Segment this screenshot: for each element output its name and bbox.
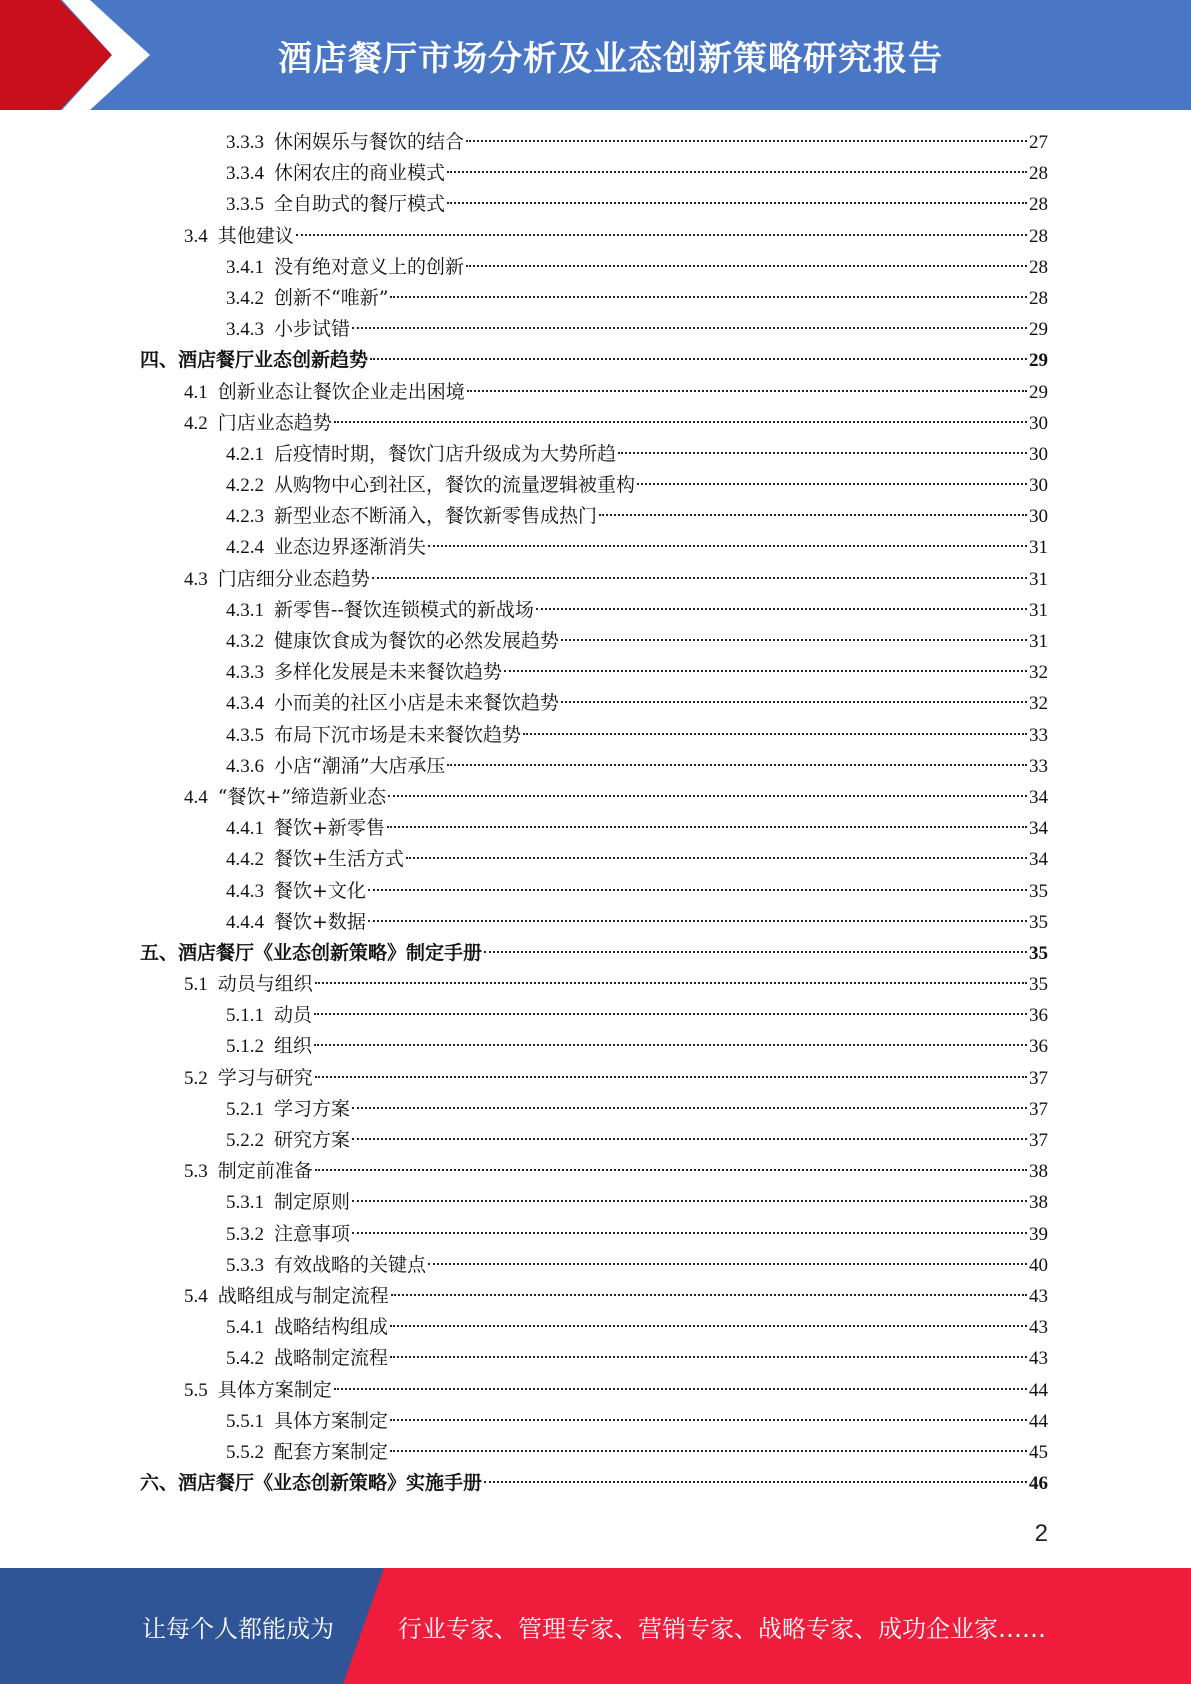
- toc-entry-title: 新型业态不断涌入，餐饮新零售成热门: [274, 505, 598, 528]
- toc-entry[interactable]: [140, 938, 1048, 969]
- toc-entry-page: 30: [1029, 475, 1048, 497]
- toc-entry-title: 配套方案制定: [274, 1440, 389, 1463]
- toc-entry-number: 5.3.1: [226, 1192, 264, 1214]
- toc-entry-title: 研究方案: [274, 1129, 351, 1151]
- toc-dot-leader: [314, 1044, 1027, 1046]
- toc-entry[interactable]: [140, 501, 1048, 532]
- toc-entry-title: 制定前准备: [217, 1160, 313, 1183]
- toc-entry[interactable]: [140, 1094, 1048, 1125]
- toc-entry-page: 31: [1029, 599, 1048, 621]
- toc-dot-leader: [637, 483, 1027, 485]
- toc-entry-page: 27: [1029, 132, 1048, 153]
- toc-entry-page: 30: [1029, 412, 1048, 434]
- toc-entry-page: 37: [1029, 1098, 1048, 1120]
- toc-entry[interactable]: [140, 377, 1048, 408]
- toc-entry-page: 33: [1029, 724, 1048, 746]
- toc-entry-number: 5.4: [184, 1285, 208, 1307]
- toc-entry[interactable]: [140, 813, 1048, 844]
- toc-entry-number: 4.4.1: [226, 818, 264, 840]
- toc-dot-leader: [314, 1013, 1027, 1015]
- toc-entry-number: 3.3.5: [226, 194, 264, 216]
- toc-dot-leader: [352, 1138, 1027, 1140]
- toc-dot-leader: [466, 265, 1027, 267]
- toc-entry-title: “餐饮+”缔造新业态: [217, 785, 387, 808]
- toc-dot-leader: [315, 982, 1027, 984]
- toc-entry[interactable]: [140, 1031, 1048, 1062]
- toc-entry-title: 学习方案: [274, 1097, 351, 1120]
- toc-entry-number: 4.2.2: [226, 475, 264, 497]
- toc-entry-number: 4.2.1: [226, 443, 264, 465]
- toc-entry-number: 4.3.2: [226, 631, 264, 652]
- toc-entry[interactable]: [140, 1343, 1048, 1374]
- toc-entry[interactable]: [140, 1156, 1048, 1187]
- toc-dot-leader: [372, 577, 1027, 579]
- toc-entry-title: 餐饮+数据: [274, 910, 366, 933]
- toc-entry-title: 创新业态让餐饮企业走出困境: [217, 380, 465, 403]
- toc-dot-leader: [390, 296, 1027, 298]
- toc-entry-number: 3.4: [184, 225, 208, 247]
- toc-dot-leader: [391, 1294, 1027, 1296]
- toc-dot-leader: [352, 327, 1027, 329]
- toc-dot-leader: [484, 1481, 1027, 1483]
- toc-entry-title: 具体方案制定: [274, 1409, 389, 1432]
- toc-entry-page: 34: [1029, 786, 1048, 808]
- toc-entry-title: 后疫情时期，餐饮门店升级成为大势所趋: [274, 442, 617, 465]
- toc-entry-page: 43: [1029, 1285, 1048, 1307]
- toc-entry-number: 5.3.2: [226, 1223, 264, 1245]
- toc-entry[interactable]: [140, 688, 1048, 719]
- toc-entry-title: 有效战略的关键点: [274, 1253, 427, 1276]
- toc-entry-page: 46: [1029, 1473, 1048, 1495]
- toc-entry-number: 4.4: [184, 786, 208, 808]
- toc-entry-page: 37: [1029, 1130, 1048, 1151]
- toc-dot-leader: [387, 826, 1027, 828]
- toc-dot-leader: [390, 1356, 1027, 1358]
- toc-entry-number: 5.2: [184, 1067, 208, 1089]
- toc-entry-title: 战略制定流程: [274, 1347, 389, 1370]
- toc-entry-page: 39: [1029, 1223, 1048, 1245]
- toc-entry-page: 44: [1029, 1410, 1048, 1432]
- toc-entry[interactable]: [140, 283, 1048, 314]
- toc-entry-page: 28: [1029, 256, 1048, 278]
- toc-entry-page: 29: [1029, 350, 1048, 372]
- footer-slogan-left: 让每个人都能成为: [142, 1614, 334, 1643]
- toc-entry[interactable]: [140, 314, 1048, 345]
- toc-entry[interactable]: [140, 1250, 1048, 1281]
- toc-dot-leader: [390, 1419, 1027, 1421]
- toc-entry-page: 36: [1029, 1036, 1048, 1058]
- toc-entry[interactable]: [140, 969, 1048, 1000]
- toc-entry-title: 全自助式的餐厅模式: [274, 193, 446, 216]
- toc-entry-title: 布局下沉市场是未来餐饮趋势: [274, 723, 522, 746]
- toc-entry-number: 4.2.3: [226, 506, 264, 528]
- toc-entry[interactable]: [140, 221, 1048, 252]
- toc-entry-title: 六、酒店餐厅《业态创新策略》实施手册: [140, 1472, 483, 1495]
- toc-dot-leader: [447, 202, 1027, 204]
- toc-entry-page: 31: [1029, 568, 1048, 590]
- toc-entry-page: 28: [1029, 225, 1048, 247]
- toc-entry-number: 3.3.3: [226, 132, 264, 153]
- toc-dot-leader: [561, 639, 1027, 641]
- toc-entry-title: 餐饮+文化: [274, 879, 366, 902]
- toc-entry-page: 35: [1029, 911, 1048, 933]
- toc-entry-number: 3.4.3: [226, 319, 264, 341]
- toc-entry[interactable]: [140, 345, 1048, 376]
- toc-dot-leader: [561, 701, 1027, 703]
- toc-dot-leader: [484, 951, 1027, 953]
- toc-entry[interactable]: [140, 595, 1048, 626]
- toc-entry[interactable]: [140, 564, 1048, 595]
- toc-entry-number: 4.3.6: [226, 755, 264, 777]
- toc-entry-number: 4.4.3: [226, 880, 264, 902]
- toc-dot-leader: [406, 857, 1027, 859]
- toc-dot-leader: [296, 234, 1027, 236]
- toc-entry-number: 5.5.1: [226, 1410, 264, 1432]
- toc-entry[interactable]: [140, 782, 1048, 813]
- toc-entry-page: 45: [1029, 1441, 1048, 1463]
- toc-entry-title: 五、酒店餐厅《业态创新策略》制定手册: [140, 941, 483, 964]
- toc-entry[interactable]: [140, 907, 1048, 938]
- toc-entry-title: 多样化发展是未来餐饮趋势: [274, 661, 503, 684]
- page-number: 2: [1034, 1520, 1048, 1547]
- toc-entry-title: 注意事项: [274, 1222, 351, 1245]
- footer-slogan-right: 行业专家、管理专家、营销专家、战略专家、成功企业家……: [398, 1614, 1046, 1643]
- toc-entry-title: 小而美的社区小店是未来餐饮趋势: [274, 692, 560, 715]
- toc-entry[interactable]: [140, 844, 1048, 875]
- toc-entry-number: 5.3.3: [226, 1254, 264, 1276]
- toc-entry-title: 制定原则: [274, 1191, 351, 1214]
- toc-entry-number: 5.1.2: [226, 1036, 264, 1058]
- toc-entry[interactable]: [140, 189, 1048, 220]
- toc-entry-title: 没有绝对意义上的创新: [274, 255, 465, 278]
- toc-entry-title: 四、酒店餐厅业态创新趋势: [140, 349, 369, 372]
- toc-entry-title: 餐饮+生活方式: [274, 848, 404, 871]
- toc-entry-page: 37: [1029, 1067, 1048, 1089]
- toc-entry-title: 健康饮食成为餐饮的必然发展趋势: [274, 630, 560, 652]
- toc-dot-leader: [536, 608, 1027, 610]
- toc-entry-number: 4.3: [184, 568, 208, 590]
- toc-entry-title: 其他建议: [217, 224, 294, 247]
- toc-entry[interactable]: [140, 1063, 1048, 1094]
- toc-entry-title: 战略结构组成: [274, 1316, 389, 1339]
- toc-entry-number: 4.4.2: [226, 849, 264, 871]
- toc-entry[interactable]: [140, 532, 1048, 563]
- table-of-contents: [140, 127, 1048, 1499]
- toc-dot-leader: [368, 920, 1027, 922]
- toc-entry-page: 40: [1029, 1254, 1048, 1276]
- toc-dot-leader: [368, 889, 1027, 891]
- toc-dot-leader: [352, 1200, 1027, 1202]
- toc-dot-leader: [428, 1263, 1027, 1265]
- toc-entry-number: 4.2: [184, 412, 208, 434]
- toc-entry-title: 小店“潮涌”大店承压: [274, 754, 446, 777]
- toc-entry-title: 小步试错: [274, 318, 351, 341]
- toc-entry-title: 组织: [274, 1035, 313, 1058]
- toc-entry-number: 5.5: [184, 1379, 208, 1401]
- toc-dot-leader: [428, 545, 1027, 547]
- page-header: [0, 0, 1191, 110]
- toc-entry-title: 业态边界逐渐消失: [274, 536, 427, 559]
- toc-entry[interactable]: [140, 1187, 1048, 1218]
- toc-entry[interactable]: [140, 626, 1048, 657]
- toc-entry-page: 34: [1029, 849, 1048, 871]
- toc-entry-number: 5.4.2: [226, 1348, 264, 1370]
- toc-dot-leader: [334, 1388, 1027, 1390]
- toc-dot-leader: [370, 358, 1027, 360]
- toc-dot-leader: [467, 390, 1027, 392]
- toc-entry-page: 43: [1029, 1317, 1048, 1339]
- toc-entry-number: 4.2.4: [226, 537, 264, 559]
- toc-entry-title: 休闲娱乐与餐饮的结合: [274, 131, 465, 153]
- toc-entry-number: 4.3.4: [226, 693, 264, 715]
- toc-entry-page: 31: [1029, 537, 1048, 559]
- toc-dot-leader: [447, 171, 1027, 173]
- toc-entry-title: 休闲农庄的商业模式: [274, 162, 446, 185]
- toc-entry-title: 从购物中心到社区，餐饮的流量逻辑被重构: [274, 474, 636, 497]
- toc-entry-page: 38: [1029, 1161, 1048, 1183]
- toc-entry-number: 5.3: [184, 1161, 208, 1183]
- toc-entry-number: 4.3.1: [226, 599, 264, 621]
- toc-entry-number: 3.3.4: [226, 163, 264, 185]
- toc-entry[interactable]: [140, 127, 1048, 158]
- toc-dot-leader: [315, 1076, 1027, 1078]
- toc-entry-number: 4.3.5: [226, 724, 264, 746]
- toc-entry[interactable]: [140, 657, 1048, 688]
- toc-dot-leader: [315, 1169, 1027, 1171]
- toc-entry-number: 5.1.1: [226, 1005, 264, 1027]
- toc-entry-page: 28: [1029, 163, 1048, 185]
- toc-entry-page: 30: [1029, 443, 1048, 465]
- toc-entry-page: 43: [1029, 1348, 1048, 1370]
- toc-entry-number: 5.2.2: [226, 1130, 264, 1151]
- toc-entry-title: 动员与组织: [217, 973, 313, 996]
- toc-entry-title: 门店业态趋势: [217, 411, 332, 434]
- toc-entry[interactable]: [140, 1000, 1048, 1031]
- toc-dot-leader: [352, 1107, 1027, 1109]
- toc-entry-page: 32: [1029, 662, 1048, 684]
- toc-entry-page: 35: [1029, 942, 1048, 964]
- toc-entry[interactable]: [140, 1125, 1048, 1156]
- toc-entry-number: 3.4.2: [226, 287, 264, 309]
- toc-entry-page: 44: [1029, 1379, 1048, 1401]
- toc-entry-number: 5.1: [184, 974, 208, 996]
- toc-entry[interactable]: [140, 1437, 1048, 1468]
- toc-entry[interactable]: [140, 252, 1048, 283]
- toc-entry-page: 33: [1029, 755, 1048, 777]
- toc-entry-number: 3.4.1: [226, 256, 264, 278]
- toc-dot-leader: [599, 514, 1027, 516]
- toc-entry-number: 4.3.3: [226, 662, 264, 684]
- toc-entry-title: 动员: [274, 1004, 313, 1027]
- toc-entry[interactable]: [140, 470, 1048, 501]
- toc-entry-page: 30: [1029, 506, 1048, 528]
- toc-entry-page: 36: [1029, 1005, 1048, 1027]
- toc-dot-leader: [334, 421, 1027, 423]
- toc-entry-title: 新零售--餐饮连锁模式的新战场: [274, 598, 534, 621]
- toc-entry-number: 5.2.1: [226, 1098, 264, 1120]
- toc-entry[interactable]: [140, 1312, 1048, 1343]
- toc-entry-number: 4.1: [184, 381, 208, 403]
- toc-entry-page: 35: [1029, 974, 1048, 996]
- toc-entry-page: 38: [1029, 1192, 1048, 1214]
- toc-dot-leader: [466, 140, 1027, 142]
- toc-entry[interactable]: [140, 1468, 1048, 1499]
- toc-entry[interactable]: [140, 1406, 1048, 1437]
- toc-entry-title: 创新不“唯新”: [274, 286, 389, 309]
- toc-entry-page: 28: [1029, 287, 1048, 309]
- toc-entry-number: 4.4.4: [226, 911, 264, 933]
- toc-dot-leader: [388, 795, 1027, 797]
- toc-entry-title: 餐饮+新零售: [274, 817, 385, 840]
- toc-entry[interactable]: [140, 751, 1048, 782]
- toc-entry[interactable]: [140, 1281, 1048, 1312]
- toc-entry-page: 29: [1029, 381, 1048, 403]
- toc-entry-title: 具体方案制定: [217, 1378, 332, 1401]
- toc-dot-leader: [447, 764, 1027, 766]
- toc-entry-number: 5.4.1: [226, 1317, 264, 1339]
- toc-entry[interactable]: [140, 158, 1048, 189]
- toc-entry-page: 34: [1029, 818, 1048, 840]
- toc-dot-leader: [523, 733, 1027, 735]
- toc-entry[interactable]: [140, 1219, 1048, 1250]
- toc-entry-title: 战略组成与制定流程: [217, 1284, 389, 1307]
- document-title: 酒店餐厅市场分析及业态创新策略研究报告: [278, 38, 943, 79]
- toc-dot-leader: [504, 670, 1027, 672]
- toc-entry-page: 29: [1029, 319, 1048, 341]
- toc-entry-page: 32: [1029, 693, 1048, 715]
- toc-entry-page: 31: [1029, 631, 1048, 652]
- toc-dot-leader: [618, 452, 1027, 454]
- toc-entry-page: 35: [1029, 880, 1048, 902]
- toc-entry[interactable]: [140, 439, 1048, 470]
- toc-entry-title: 门店细分业态趋势: [217, 567, 370, 590]
- toc-dot-leader: [390, 1450, 1027, 1452]
- toc-entry[interactable]: [140, 876, 1048, 907]
- page-footer: [0, 1568, 1191, 1684]
- toc-entry-number: 5.5.2: [226, 1441, 264, 1463]
- toc-entry-title: 学习与研究: [217, 1066, 313, 1089]
- toc-dot-leader: [352, 1232, 1027, 1234]
- toc-dot-leader: [390, 1325, 1027, 1327]
- toc-entry[interactable]: [140, 408, 1048, 439]
- toc-entry-page: 28: [1029, 194, 1048, 216]
- toc-entry[interactable]: [140, 1375, 1048, 1406]
- toc-entry[interactable]: [140, 720, 1048, 751]
